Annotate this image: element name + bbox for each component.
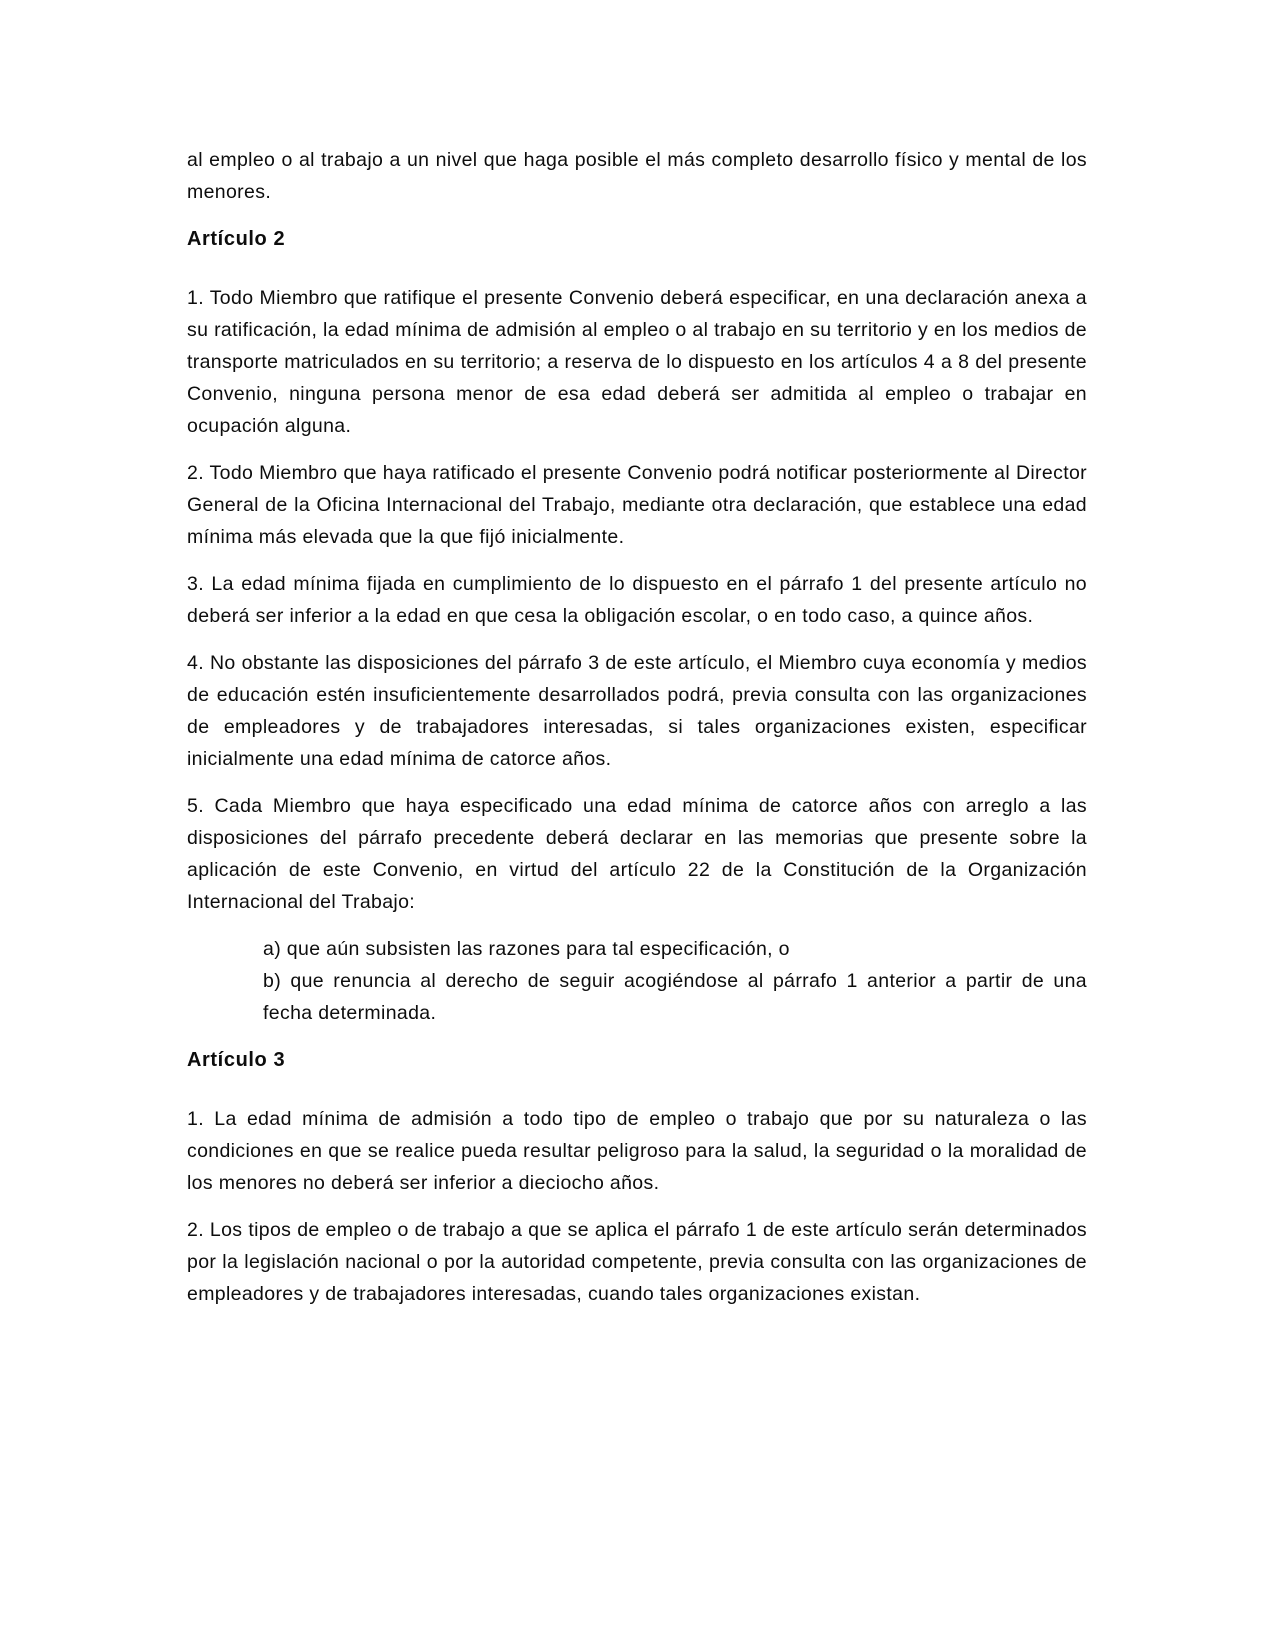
- articulo-2-paragraph-1: 1. Todo Miembro que ratifique el presente Convenio deberá especificar, en una declaración anexa a su ratificación, la edad mínima de admisión al empleo o al trabajo en su territorio y en los medios de transporte matriculados en su territorio; a reserva de lo dispuesto en los artículos 4 a 8 del presente Convenio, ninguna persona menor de esa edad deberá ser admitida al empleo o trabajar en ocupación alguna.: [187, 287, 1087, 437]
- list-item-b: b) que renuncia al derecho de seguir acogiéndose al párrafo 1 anterior a partir de una fecha determinada.: [263, 970, 1087, 1024]
- articulo-2-paragraph-4: 4. No obstante las disposiciones del párrafo 3 de este artículo, el Miembro cuya economía y medios de educación estén insuficientemente desarrollados podrá, previa consulta con las organizaciones de empleadores y de trabajadores interesadas, si tales organizaciones existen, especificar inicialmente una edad mínima de catorce años.: [187, 652, 1087, 770]
- lettered-list: [187, 933, 1087, 1029]
- list-item-a: a) que aún subsisten las razones para tal especificación, o: [263, 938, 790, 960]
- section-heading-articulo-2: Artículo 2: [187, 228, 286, 250]
- articulo-2-paragraph-2: 2. Todo Miembro que haya ratificado el presente Convenio podrá notificar posteriormente al Director General de la Oficina Internacional del Trabajo, mediante otra declaración, que establece una edad mínima más elevada que la que fijó inicialmente.: [187, 462, 1087, 548]
- articulo-3-paragraph-1: 1. La edad mínima de admisión a todo tipo de empleo o trabajo que por su naturaleza o las condiciones en que se realice pueda resultar peligroso para la salud, la seguridad o la moralidad de los menores no deberá ser inferior a dieciocho años.: [187, 1108, 1087, 1194]
- articulo-2-paragraph-5: 5. Cada Miembro que haya especificado una edad mínima de catorce años con arreglo a las disposiciones del párrafo precedente deberá declarar en las memorias que presente sobre la aplicación de este Convenio, en virtud del artículo 22 de la Constitución de la Organización Internacional del Trabajo:: [187, 795, 1087, 913]
- intro-paragraph: al empleo o al trabajo a un nivel que haga posible el más completo desarrollo físico y mental de los menores.: [187, 149, 1087, 203]
- articulo-3-paragraph-2: 2. Los tipos de empleo o de trabajo a que se aplica el párrafo 1 de este artículo serán determinados por la legislación nacional o por la autoridad competente, previa consulta con las organizaciones de empleadores y de trabajadores interesadas, cuando tales organizaciones existan.: [187, 1219, 1087, 1305]
- section-heading-articulo-3: Artículo 3: [187, 1049, 286, 1071]
- articulo-2-paragraph-3: 3. La edad mínima fijada en cumplimiento de lo dispuesto en el párrafo 1 del presente artículo no deberá ser inferior a la edad en que cesa la obligación escolar, o en todo caso, a quince años.: [187, 573, 1087, 627]
